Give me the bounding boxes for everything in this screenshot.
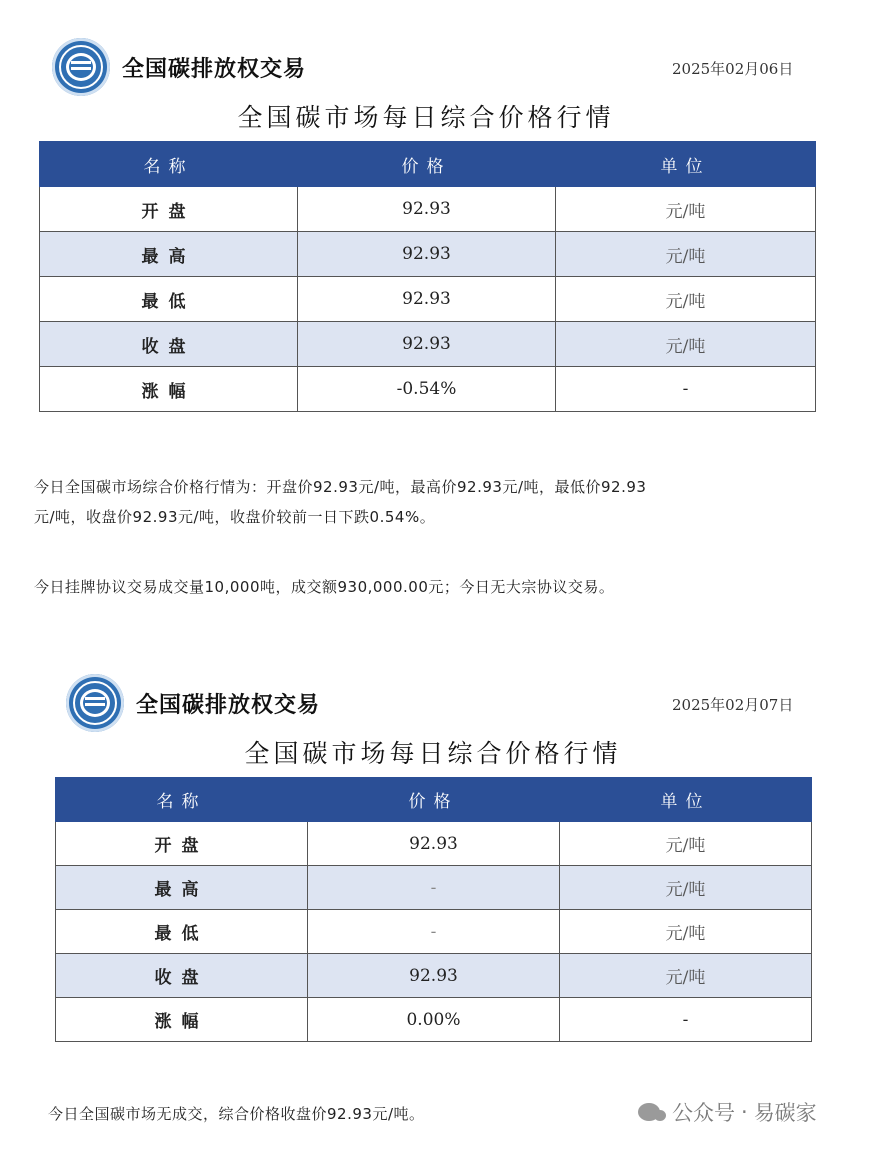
row-unit: 元/吨 (560, 822, 812, 866)
table-row (56, 866, 812, 910)
column-header-unit: 单位 (560, 778, 812, 822)
row-unit: 元/吨 (560, 954, 812, 998)
summary-paragraph: 今日全国碳市场无成交，综合价格收盘价92.93元/吨。 (48, 1105, 425, 1123)
table-row (40, 277, 816, 322)
row-name: 最高 (56, 866, 308, 910)
price-table (55, 777, 812, 1042)
table-row (56, 822, 812, 866)
column-header-price: 价格 (308, 778, 560, 822)
bulletin-date: 2025年02月06日 (672, 60, 794, 78)
table-row (40, 322, 816, 367)
price-table (39, 141, 816, 412)
summary-line: 元/吨，收盘价92.93元/吨，收盘价较前一日下跌0.54%。 (34, 508, 436, 526)
row-price: 92.93 (308, 954, 560, 998)
row-price: 92.93 (298, 232, 556, 277)
table-row (40, 367, 816, 412)
watermark-separator: · (741, 1100, 748, 1124)
row-price: 92.93 (298, 322, 556, 367)
row-unit: - (560, 998, 812, 1042)
row-price: 92.93 (298, 277, 556, 322)
row-unit: 元/吨 (556, 187, 816, 232)
row-price: 92.93 (308, 822, 560, 866)
table-row (56, 998, 812, 1042)
row-name: 开盘 (40, 187, 298, 232)
column-header-name: 名称 (40, 142, 298, 187)
watermark-platform: 公众号 (672, 1101, 735, 1125)
row-name: 收盘 (56, 954, 308, 998)
bulletin-title: 全国碳市场每日综合价格行情 (237, 103, 615, 132)
row-price: -0.54% (298, 367, 556, 412)
exchange-logo-icon (52, 38, 110, 96)
column-header-price: 价格 (298, 142, 556, 187)
bulletin-date: 2025年02月07日 (672, 696, 794, 714)
row-unit: 元/吨 (556, 322, 816, 367)
wechat-icon (638, 1103, 660, 1121)
table-row (56, 910, 812, 954)
row-name: 最低 (56, 910, 308, 954)
bulletin-2-header (66, 674, 320, 732)
row-unit: 元/吨 (556, 277, 816, 322)
bulletin-1-header (52, 38, 306, 96)
volume-paragraph: 今日挂牌协议交易成交量10,000吨，成交额930,000.00元；今日无大宗协议交易。 (34, 578, 615, 596)
row-unit: 元/吨 (560, 866, 812, 910)
row-price: 92.93 (298, 187, 556, 232)
watermark-account: 易碳家 (753, 1101, 817, 1125)
column-header-unit: 单位 (556, 142, 816, 187)
row-name: 涨幅 (56, 998, 308, 1042)
watermark (638, 1097, 817, 1127)
summary-paragraph (34, 472, 844, 532)
column-header-name: 名称 (56, 778, 308, 822)
row-price: - (308, 866, 560, 910)
row-name: 开盘 (56, 822, 308, 866)
bulletin-title: 全国碳市场每日综合价格行情 (244, 739, 622, 768)
row-price: 0.00% (308, 998, 560, 1042)
row-name: 收盘 (40, 322, 298, 367)
table-row (40, 187, 816, 232)
summary-line: 今日全国碳市场综合价格行情为：开盘价92.93元/吨，最高价92.93元/吨，最低价92.93 (34, 478, 647, 496)
row-name: 最高 (40, 232, 298, 277)
row-unit: 元/吨 (556, 232, 816, 277)
exchange-logo-icon (66, 674, 124, 732)
row-name: 最低 (40, 277, 298, 322)
table-row (40, 232, 816, 277)
table-row (56, 954, 812, 998)
row-unit: - (556, 367, 816, 412)
org-name: 全国碳排放权交易 (122, 55, 307, 82)
row-unit: 元/吨 (560, 910, 812, 954)
org-name: 全国碳排放权交易 (136, 691, 321, 718)
row-name: 涨幅 (40, 367, 298, 412)
row-price: - (308, 910, 560, 954)
